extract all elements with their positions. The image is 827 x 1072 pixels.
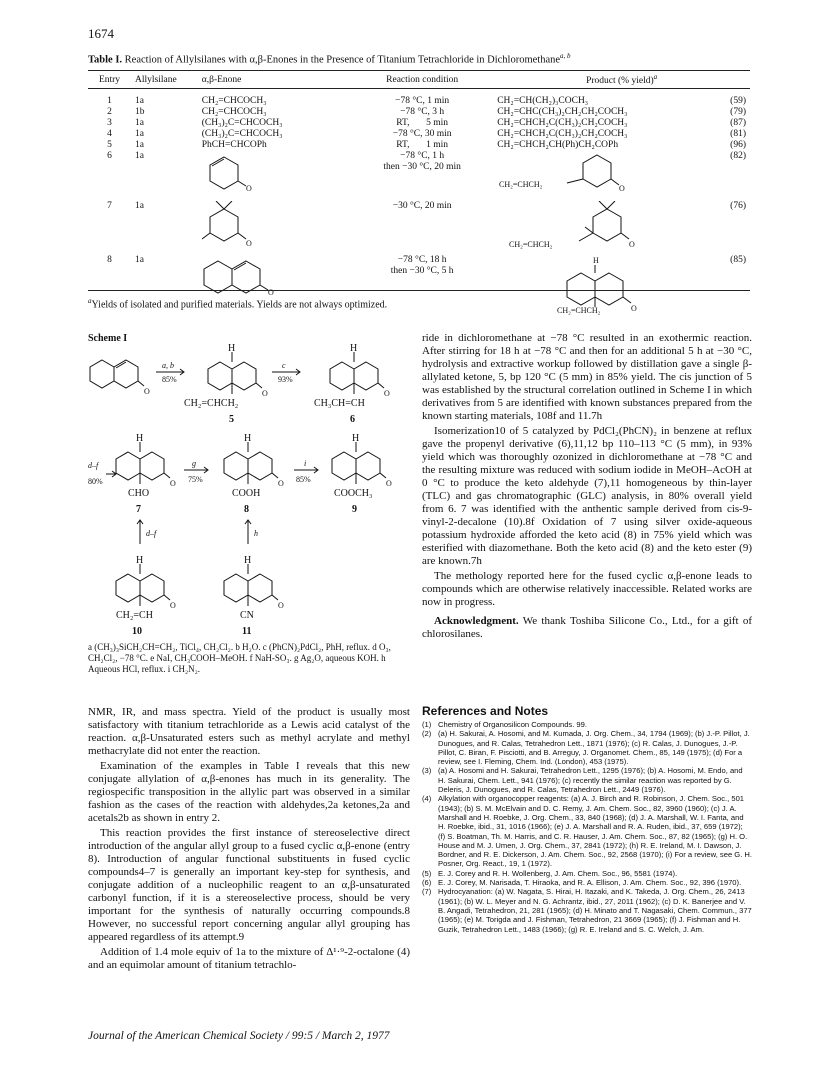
reference-number: (7) (422, 887, 432, 897)
cooch3-substituent: COOCH₃ (334, 488, 373, 499)
o-label: O (278, 601, 284, 610)
h-label: H (244, 433, 252, 444)
allyl-cyclohexanone-structure (497, 151, 677, 197)
table-row (88, 151, 750, 201)
table-row (88, 129, 750, 140)
table-bottom-rule (88, 290, 750, 291)
references-title: References and Notes (422, 704, 549, 718)
o-label: O (278, 479, 284, 488)
cell-condition: RT, 5 min (396, 117, 449, 128)
cyclohexenone-structure (202, 151, 272, 191)
oxygen-label: O (629, 239, 635, 249)
reference-text: E. J. Corey, M. Narisada, T. Hiraoka, and R. A. Ellison, J. Am. Chem. Soc., 92, 396 (1970). (438, 878, 742, 888)
table-row (88, 96, 750, 107)
reference-text: (a) H. Sakurai, A. Hosomi, and M. Kumada, J. Org. Chem., 34, 1794 (1969); (b) J.-P. Pillot, J. Dunogues, and R. Calas, Tetrahedron Lett., 1871 (1976); (c) R. Calas, J. Dunogues, J.-P. Pillot, C. Biran, F. Pisciotti, and B. Arreguy, J. Organomet. Chem., 85, 149 (1975); (d) For a review, see I. Fleming, Chem. Ind. (London), 453 (1975). (438, 729, 750, 767)
yield-85b: 85% (296, 475, 311, 484)
reference-item (422, 766, 752, 794)
compound-9: 9 (352, 504, 357, 515)
table-row (88, 201, 750, 255)
reference-number: (5) (422, 868, 432, 878)
reference-item (422, 869, 752, 878)
cell-product: CH₂=CHCH₂C(CH₃)₂CH₂COCH₃ (497, 128, 628, 139)
oxygen-label: O (619, 183, 625, 193)
reference-item (422, 878, 752, 887)
reference-number: (4) (422, 794, 432, 804)
compound-8: 8 (244, 504, 249, 515)
cho-substituent: CHO (128, 488, 150, 499)
cell-product (493, 255, 700, 319)
cell-allylsilane: 1a (135, 200, 144, 211)
cell-allylsilane: 1a (135, 139, 144, 150)
h-label: H (136, 433, 144, 444)
oxygen-label: O (631, 303, 637, 313)
table-caption-marks: a, b (560, 52, 571, 60)
cell-enone: CH₂=CHCOCH₃ (201, 95, 267, 106)
isophorone-structure (202, 201, 272, 247)
cell-enone (198, 151, 351, 201)
h-label: H (136, 555, 144, 566)
cell-product: CH₂=CHC(CH₃)₂CH₂CH₂COCH₃ (497, 106, 628, 117)
condition-line-1: −78 °C, 1 h (400, 150, 445, 161)
scheme-footnote: a (CH₃)₃SiCH₂CH=CH₂, TiCl₄, CH₂Cl₂. b H₂O. c (PhCN)₂PdCl₂, PhH, reflux. d O₃, CH₂Cl₂, −78 °C. e NaI, CH₃COOH–MeOH. f NaH-SO₃. g Ag₂O, aqueous KOH. h Aqueous HCl, reflux. i CH₂N₂. (88, 642, 391, 674)
reference-text: Alkylation with organocopper reagents: (a) A. J. Birch and R. Robinson, J. Chem. Soc., 501 (1943); (b) S. M. McElvain and D. C. Remy, J. Am. Chem. Soc., 82, 3960 (1960); (c) J. A. Marshall and H. Roebke, J. Org. Chem., 33, 840 (1968); (d) J. A. Marshall, W. I. Fanta, and H. Roebke, ibid., 31, 1016 (1966); (e) J. A. Marshall and R. A. Ruden, ibid., 37, 659 (1972); (f) S. Boatman, Th. M. Harris, and C. R. Hauser, J. Am. Chem. Soc., 87, 82 (1965); (g) H. O. House and M. J. Umen, J. Org. Chem., 37, 2841 (1972); (h) R. E. Ireland, M. I. Dawson, J. Bordner, and R. E. Dickerson, J. Am. Chem. Soc., 92, 2568 (1970); (i) For a review, see G. H. Posner, Org. React., 19, 1 (1972). (438, 794, 753, 869)
arrow-ab: a, b (162, 361, 174, 370)
cell-enone: (CH₃)₂C=CHCOCH₃ (201, 117, 283, 128)
reference-number: (3) (422, 766, 432, 776)
yield-80: 80% (88, 477, 103, 486)
h-label: H (228, 343, 236, 354)
arrow-g: g (192, 459, 196, 468)
allyl-trimethylcyclohexanone-structure (497, 201, 677, 251)
o-label: O (384, 389, 390, 398)
reference-number: (2) (422, 729, 432, 739)
cell-entry: 6 (107, 150, 112, 161)
table-row (88, 118, 750, 129)
cell-allylsilane: 1a (135, 95, 144, 106)
cell-yield: (79) (730, 106, 746, 117)
yield-75: 75% (188, 475, 203, 484)
table-row (88, 89, 750, 96)
oxygen-label: O (245, 238, 252, 247)
oxygen-label: O (267, 287, 274, 295)
allyl-label: CH₂=CHCH₂ (557, 305, 601, 315)
header-product-text: Product (% yield) (586, 76, 654, 87)
cell-product: CH₂=CHCH₂C(CH₃)₂CH₂COCH₃ (497, 117, 628, 128)
body-paragraph: Addition of 1.4 mole equiv of 1a to the mixture of Δ¹·⁹-2-octalone (4) and an equimolar amount of titanium tetrachlo- (88, 946, 410, 971)
body-paragraph: Examination of the examples in Table I reveals that this new conjugate allylation of α,β-enones has much in its generality. The regiospecific transposition in the allylic part was observed in a similar fashion as the cases of the reaction with aldehydes,2a ketones,2a and acetals2b as shown in entry 2. (88, 760, 410, 824)
cell-allylsilane: 1a (135, 254, 144, 265)
cn-substituent: CN (240, 610, 254, 621)
table-caption (88, 52, 748, 66)
reference-number: (1) (422, 720, 432, 729)
o-label: O (262, 389, 268, 398)
cell-entry: 8 (107, 254, 112, 265)
cell-enone: (CH₃)₂C=CHCOCH₃ (201, 128, 283, 139)
cell-condition: RT, 1 min (396, 139, 449, 150)
journal-footer: Journal of the American Chemical Society / 99:5 / March 2, 1977 (88, 1030, 390, 1042)
allyl-decalone-structure (497, 255, 677, 315)
header-product (493, 71, 750, 89)
reaction-table (88, 70, 750, 319)
cell-entry: 4 (107, 128, 112, 139)
header-product-mark: a (653, 73, 658, 81)
reference-text: Chemistry of Organosilicon Compounds. 99. (438, 720, 587, 729)
h-label: H (352, 433, 360, 444)
table-caption-label: Table I. (88, 54, 123, 66)
allyl-substituent: CH₂=CHCH₂ (184, 398, 239, 409)
cell-entry: 5 (107, 139, 112, 150)
cell-product: CH₂=CHCH₂CH(Ph)CH₂COPh (497, 139, 619, 150)
scheme-title: Scheme I (88, 333, 128, 344)
condition-line-2: then −30 °C, 20 min (383, 161, 461, 172)
reference-item (422, 729, 752, 766)
acknowledgment-text: We thank Toshiba Silicone Co., Ltd., for a gift of chlorosilanes. (422, 615, 752, 640)
acknowledgment (422, 615, 752, 641)
cell-yield: (81) (730, 128, 746, 139)
arrow-c: c (282, 361, 286, 370)
cell-product (493, 151, 700, 201)
body-paragraph: This reaction provides the first instance of stereoselective direct introduction of the angular allyl group to a fused cyclic α,β-enone (entry 8). Introduction of angular functional substituents in fused cyclic compounds4–7 is generally an important key-step for synthesis, and conjugate addition of a nucleophilic reagent to an α,β-unsaturated carbonyl function, if it is a stereoselective process, should be very important for the synthesis of naturally occurring compounds.8 However, no successful report concerning angular allyl grouping has appeared regardless of its attempt.9 (88, 827, 410, 943)
reference-item (422, 794, 752, 868)
left-column (88, 706, 410, 974)
arrow-i: i (304, 459, 307, 468)
cell-entry: 1 (107, 95, 112, 106)
cell-condition: −78 °C, 30 min (392, 128, 452, 139)
page-number: 1674 (88, 26, 114, 41)
reference-number: (6) (422, 878, 432, 888)
cell-yield: (76) (730, 200, 746, 211)
cell-entry: 7 (107, 200, 112, 211)
cell-condition: −78 °C, 1 min (395, 95, 450, 106)
compound-11: 11 (242, 626, 252, 637)
body-paragraph: Isomerization10 of 5 catalyzed by PdCl₂(PhCN)₂ in benzene at reflux gave the propenyl derivative (6),11,12 bp 110–113 °C (5 mm), in 93% yield which was thoroughly ozonized in dichloromethane at −78 °C and the resulting mixture was reduced with sodium iodide in MeOH–AcOH at 0 °C to produce the keto aldehyde (7),11 homogeneous by thin-layer (TLC) and gas chromatographic (GLC) analysis, in 80% overall yield from 6. 7 was identified with the anthentic sample derived from cis-9-vinyl-2-decalone (10).8f Oxidation of 7 using silver oxide-aqueous potassium hydroxide afforded the keto acid (8) in 75% yield which was esterified with diazomethane. Both the keto acid (8) and the keto ester (9) are known.7h (422, 425, 752, 567)
octalone-structure (202, 255, 282, 295)
propenyl-substituent: CH₃CH=CH (314, 398, 365, 409)
footnote-a: a (88, 297, 92, 305)
cell-condition (351, 151, 493, 201)
cell-yield: (85) (730, 254, 746, 265)
cell-allylsilane: 1a (135, 150, 144, 161)
body-paragraph: NMR, IR, and mass spectra. Yield of the product is usually most satisfactory with titanium tetrachloride as a Lewis acid catalyst of the reaction. α,β-Unsaturated esters such as methyl acrylate and methyl methacrylate did not enter the reaction. (88, 706, 410, 757)
table-footnote (88, 297, 387, 310)
o-label: O (386, 479, 392, 488)
cell-yield: (96) (730, 139, 746, 150)
cell-entry: 2 (107, 106, 112, 117)
yield-93: 93% (278, 375, 293, 384)
references-list (422, 720, 752, 934)
cell-allylsilane: 1b (135, 106, 145, 117)
header-entry: Entry (88, 71, 131, 89)
acknowledgment-label: Acknowledgment. (434, 615, 519, 627)
compound-7: 7 (136, 504, 141, 515)
table-row (88, 107, 750, 118)
header-enone: α,β-Enone (198, 71, 351, 89)
arrow-df-up: d–f (146, 529, 157, 538)
oxygen-label: O (245, 183, 252, 191)
body-paragraph: ride in dichloromethane at −78 °C resulted in an exothermic reaction. After stirring for 18 h at −78 °C and then for an additional 5 h at −30 °C, hydrolysis and extractive workup followed by distillation gave a single β-allylated ketone, 5, bp 120 °C (5 mm) in 85% yield. The cis junction of 5 was established by the structural correlation outlined in Scheme I in which derivatives from 5 are identified with known substances prepared from the known starting materials, 108f and 11.7h (422, 332, 752, 422)
header-condition: Reaction condition (351, 71, 493, 89)
table-caption-text: Reaction of Allylsilanes with α,β-Enones in the Presence of Titanium Tetrachloride in Dichloromethane (124, 54, 561, 66)
reference-text: (a) A. Hosomi and H. Sakurai, Tetrahedron Lett., 1295 (1976); (b) A. Hosomi, M. Endo, and H. Sakurai, Chem. Lett., 941 (1976); (c) recently the similar reaction was reported by G. Deleris, J. Dunogues, and R. Calas, Tetrahedron Lett., 2449 (1976). (438, 766, 743, 795)
reference-item (422, 720, 752, 729)
compound-6: 6 (350, 414, 355, 425)
cell-condition: −30 °C, 20 min (392, 200, 452, 211)
table-row (88, 140, 750, 151)
yield-85: 85% (162, 375, 177, 384)
cell-yield: (82) (730, 150, 746, 161)
arrow-df: d–f (88, 461, 99, 470)
cell-allylsilane: 1a (135, 128, 144, 139)
condition-line-1: −78 °C, 18 h (397, 254, 447, 265)
table-header-row (88, 71, 750, 89)
allyl-label: CH₂=CHCH₂ (499, 179, 543, 189)
header-allylsilane: Allylsilane (131, 71, 198, 89)
table-footnote-text: Yields of isolated and purified materials. Yields are not always optimized. (91, 299, 388, 311)
cell-enone (198, 201, 351, 255)
o-label: O (170, 479, 176, 488)
cell-entry: 3 (107, 117, 112, 128)
cooh-substituent: COOH (232, 488, 261, 499)
allyl-label: CH₂=CHCH₂ (509, 239, 553, 249)
h-label: H (350, 343, 358, 354)
o-label: O (170, 601, 176, 610)
body-paragraph: The methology reported here for the fused cyclic α,β-enone leads to compounds which are otherwise relatively inaccessible. Related works are now in progress. (422, 570, 752, 608)
reference-text: Hydrocyanation: (a) W. Nagata, S. Hirai, H. Itazaki, and K. Takeda, J. Org. Chem., 26, 2413 (1961); (b) W. L. Meyer and N. G. Achrantz, ibid., 27, 2011 (1962); (c) D. K. Banerjee and V. B. Angadi, Tetrahedron, 21, 281 (1965); (d) H. Minato and T. Nagasaki, Chem. Commun., 377 (1965); (e) M. Torigda and J. Fishman, Tetrahedron, 21 3669 (1965); (f) J. Fishman and H. Guzik, Tetrahedron Lett., 1483 (1966); (g) R. E. Ireland and S. C. Welch, J. Am. (438, 887, 752, 934)
cell-yield: (59) (730, 95, 746, 106)
compound-10: 10 (132, 626, 142, 637)
vinyl-substituent: CH₂=CH (116, 610, 153, 621)
cell-yield: (87) (730, 117, 746, 128)
condition-line-2: then −30 °C, 5 h (390, 265, 454, 276)
cell-enone: PhCH=CHCOPh (201, 139, 267, 150)
arrow-h: h (254, 529, 258, 538)
compound-5: 5 (229, 414, 234, 425)
reference-item (422, 887, 752, 933)
cell-allylsilane: 1a (135, 117, 144, 128)
cell-product (493, 201, 700, 255)
hydrogen-label: H (593, 255, 599, 265)
cell-product: CH₂=CH(CH₂)₃COCH₃ (497, 95, 589, 106)
scheme-diagram (88, 342, 418, 642)
cell-condition: −78 °C, 3 h (400, 106, 445, 117)
reference-text: E. J. Corey and R. H. Wollenberg, J. Am. Chem. Soc., 96, 5581 (1974). (438, 868, 678, 878)
right-column (422, 332, 752, 643)
h-label: H (244, 555, 252, 566)
o-label: O (144, 387, 150, 396)
cell-enone: CH₂=CHCOCH₃ (201, 106, 267, 117)
